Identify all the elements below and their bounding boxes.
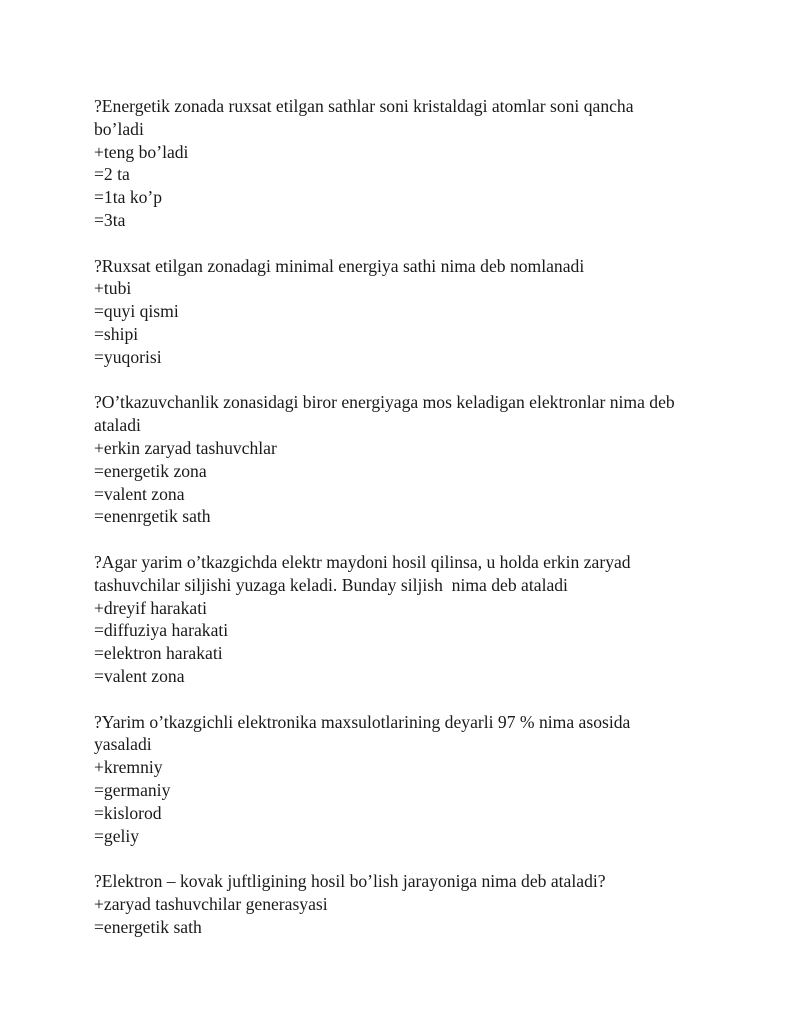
question-block [94,391,734,528]
answer-option: =3ta [94,209,126,230]
answer-option: =energetik zona [94,460,207,481]
answer-option: =yuqorisi [94,346,162,367]
question-text: ?Agar yarim o’tkazgichda elektr maydoni hosil qilinsa, u holda erkin zaryad [94,551,631,572]
question-text: bo’ladi [94,118,144,139]
answer-option: =2 ta [94,164,130,185]
question-block [94,711,734,848]
answer-option: =geliy [94,825,140,846]
answer-option: =valent zona [94,665,185,686]
question-block [94,255,734,369]
question-block [94,870,734,938]
question-text: ?Elektron – kovak juftligining hosil bo’lish jarayoniga nima deb ataladi? [94,871,606,892]
correct-answer: +zaryad tashuvchilar generasyasi [94,893,328,914]
answer-option: =diffuziya harakati [94,620,229,641]
correct-answer: +teng bo’ladi [94,141,189,162]
correct-answer: +kremniy [94,757,163,778]
document-body [94,95,734,961]
answer-option: =valent zona [94,483,185,504]
answer-option: =1ta ko’p [94,187,163,208]
answer-option: =enenrgetik sath [94,506,211,527]
answer-option: =elektron harakati [94,643,223,664]
question-text: ?Ruxsat etilgan zonadagi minimal energiya sathi nima deb nomlanadi [94,255,585,276]
correct-answer: +dreyif harakati [94,597,207,618]
correct-answer: +erkin zaryad tashuvchlar [94,437,277,458]
question-text: ataladi [94,415,141,436]
question-text: tashuvchilar siljishi yuzaga keladi. Bunday siljish nima deb ataladi [94,574,568,595]
answer-option: =kislorod [94,802,162,823]
answer-option: =germaniy [94,779,171,800]
question-text: yasaladi [94,734,152,755]
question-text: ?Yarim o’tkazgichli elektronika maxsulotlarining deyarli 97 % nima asosida [94,711,631,732]
correct-answer: +tubi [94,278,132,299]
answer-option: =quyi qismi [94,301,179,322]
question-text: ?Energetik zonada ruxsat etilgan sathlar soni kristaldagi atomlar soni qancha [94,96,634,116]
question-text: ?O’tkazuvchanlik zonasidagi biror energiyaga mos keladigan elektronlar nima deb [94,392,675,413]
question-block [94,551,734,688]
answer-option: =shipi [94,323,139,344]
question-block [94,95,734,232]
answer-option: =energetik sath [94,916,202,937]
